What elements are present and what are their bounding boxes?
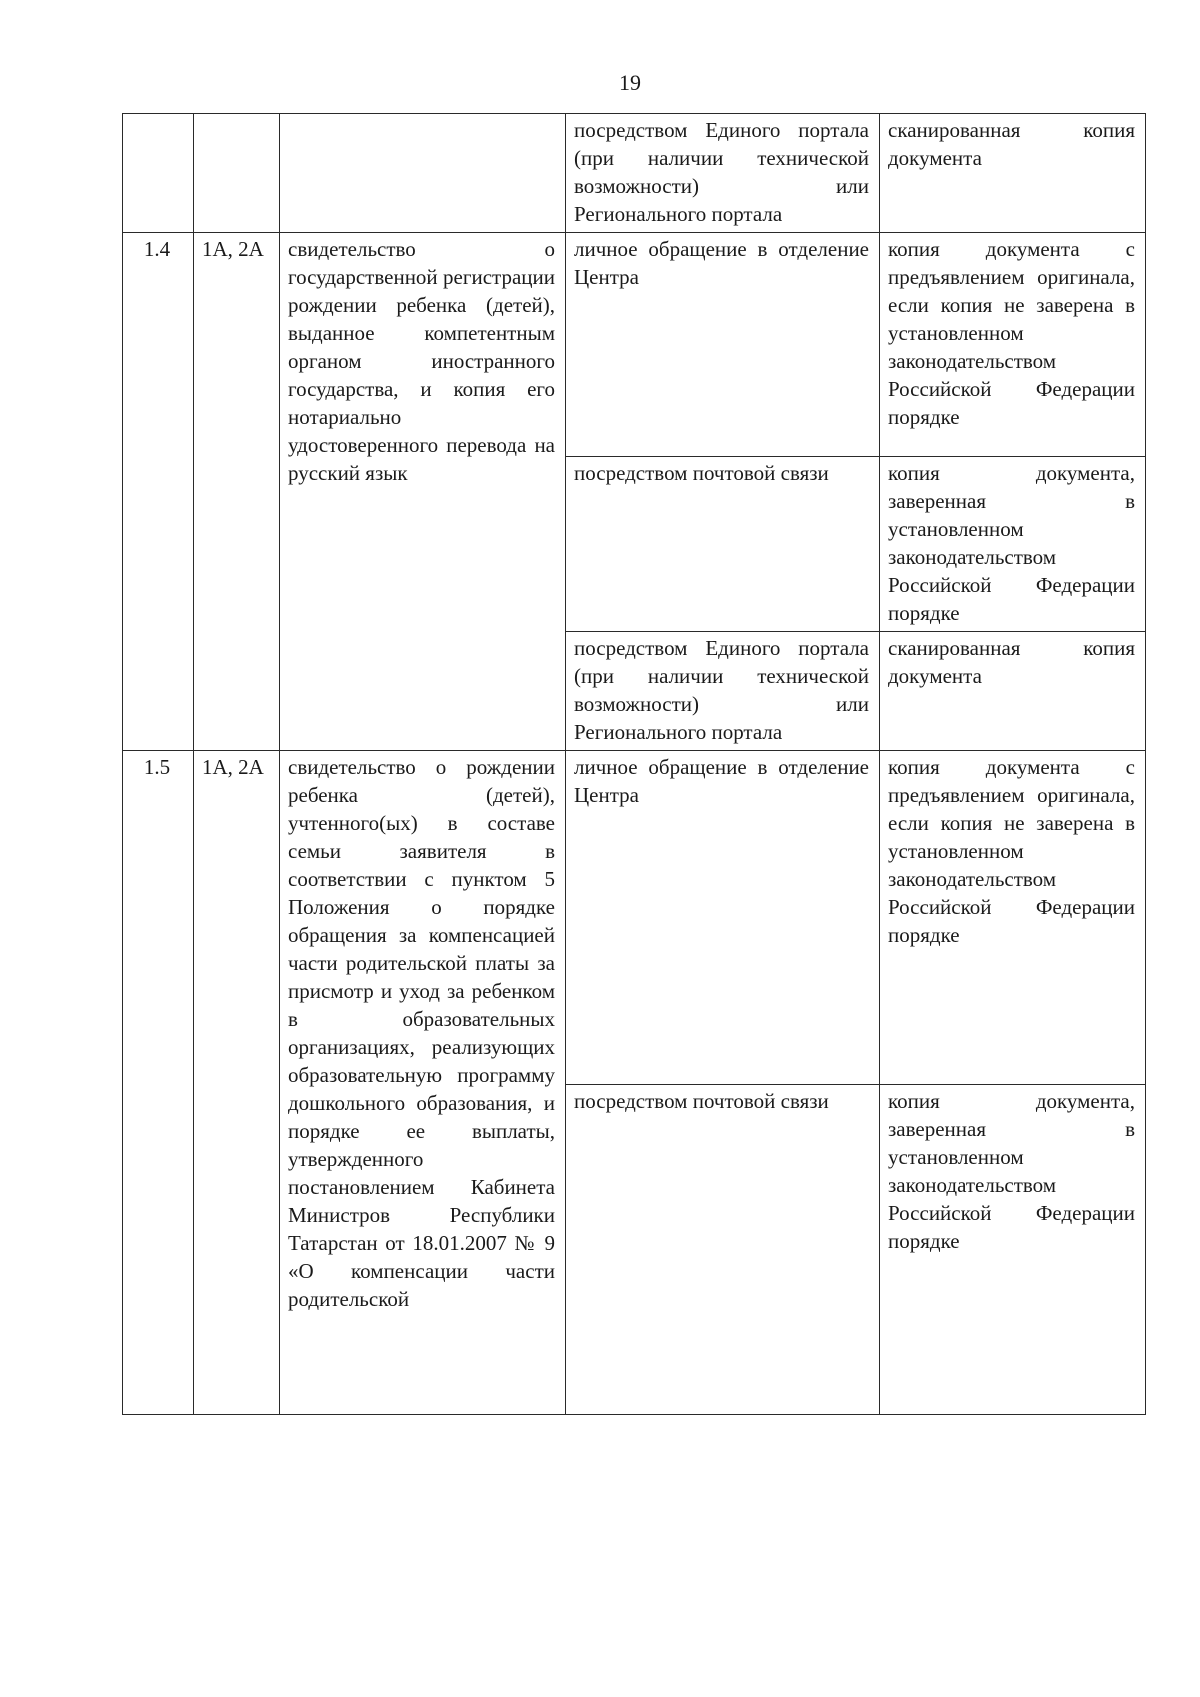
document-form-cell: сканированная копия документа <box>880 632 1146 751</box>
document-cell: свидетельство о государственной регистрации рождении ребенка (детей), выданное компетентным органом иностранного государства, и копия его нотариально удостоверенного перевода на русский язык <box>280 233 566 751</box>
documents-table <box>122 113 1146 1415</box>
document-form-cell: сканированная копия документа <box>880 114 1146 233</box>
document-form-cell: копия документа с предъявлением оригинала, если копия не заверена в установленном законодательством Российской Федерации порядке <box>880 751 1146 1085</box>
submission-method-cell: личное обращение в отделение Центра <box>566 233 880 457</box>
table-row <box>123 233 1146 457</box>
table-row <box>123 751 1146 1085</box>
page-number: 19 <box>619 70 641 95</box>
table-row <box>123 114 1146 233</box>
submission-method-cell: личное обращение в отделение Центра <box>566 751 880 1085</box>
submission-method-cell: посредством Единого портала (при наличии технической возможности) или Регионального портала <box>566 114 880 233</box>
document-form-cell: копия документа, заверенная в установленном законодательством Российской Федерации порядке <box>880 457 1146 632</box>
submission-method-cell: посредством почтовой связи <box>566 1085 880 1415</box>
submission-method-cell: посредством почтовой связи <box>566 457 880 632</box>
category-cell <box>194 114 280 233</box>
number-cell: 1.4 <box>123 233 194 751</box>
category-cell: 1А, 2А <box>194 751 280 1415</box>
document-cell <box>280 114 566 233</box>
document-cell: свидетельство о рождении ребенка (детей), учтенного(ых) в составе семьи заявителя в соответствии с пунктом 5 Положения о порядке обращения за компенсацией части родительской платы за присмотр и уход за ребенком в образовательных организациях, реализующих образовательную программу дошкольного образования, и порядке ее выплаты, утвержденного постановлением Кабинета Министров Республики Татарстан от 18.01.2007 № 9 «О компенсации части родительской <box>280 751 566 1415</box>
document-form-cell: копия документа с предъявлением оригинала, если копия не заверена в установленном законодательством Российской Федерации порядке <box>880 233 1146 457</box>
number-cell: 1.5 <box>123 751 194 1415</box>
submission-method-cell: посредством Единого портала (при наличии технической возможности) или Регионального портала <box>566 632 880 751</box>
document-form-cell: копия документа, заверенная в установленном законодательством Российской Федерации порядке <box>880 1085 1146 1415</box>
number-cell <box>123 114 194 233</box>
category-cell: 1А, 2А <box>194 233 280 751</box>
